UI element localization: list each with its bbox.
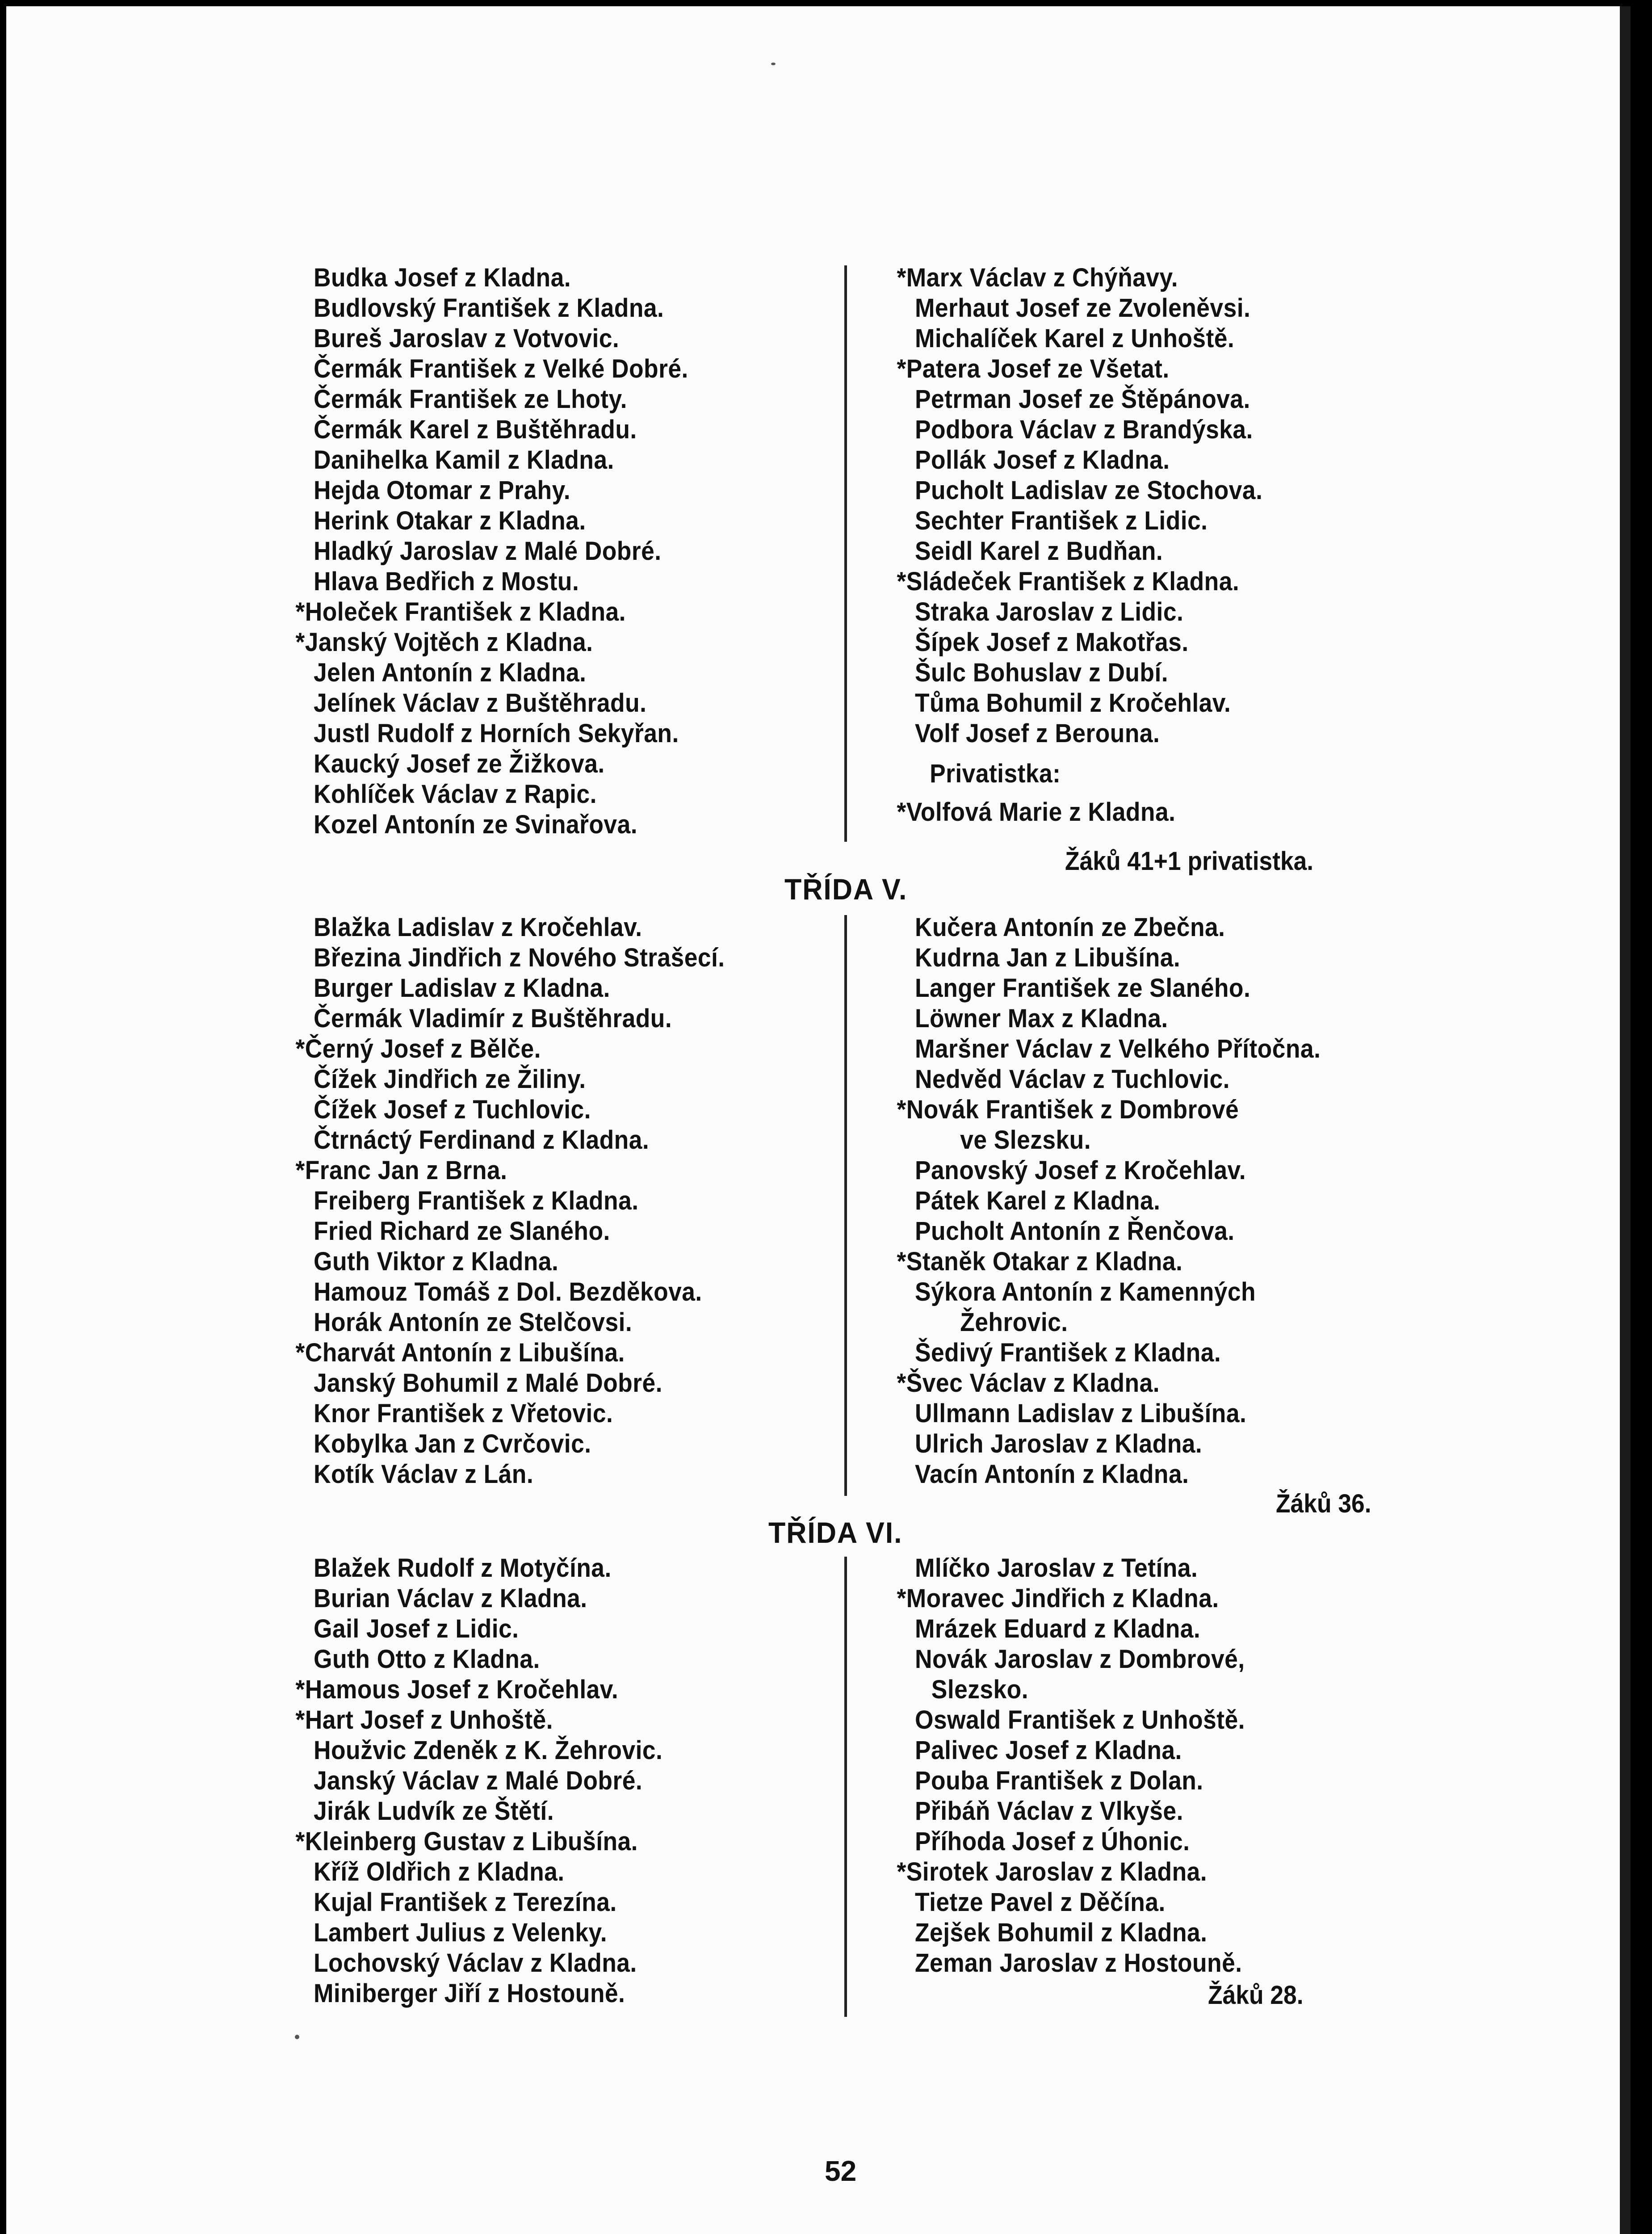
section-vi-left-list [295, 1553, 663, 2009]
list-item: Šedivý František z Kladna. [915, 1338, 1221, 1367]
document-page [6, 6, 1631, 2234]
list-item: Sechter František z Lidic. [915, 506, 1208, 535]
list-item: Čermák František z Velké Dobré. [314, 354, 688, 383]
list-item: Vacín Antonín z Kladna. [915, 1460, 1189, 1489]
list-item: Guth Otto z Kladna. [314, 1645, 540, 1674]
list-item: Sýkora Antonín z Kamenných [915, 1277, 1256, 1306]
list-item: Michalíček Karel z Unhoště. [915, 324, 1235, 353]
list-item: Lambert Julius z Velenky. [314, 1918, 608, 1947]
ink-speck [295, 2035, 299, 2039]
list-item: Burian Václav z Kladna. [314, 1584, 587, 1613]
list-item: Pouba František z Dolan. [915, 1766, 1203, 1795]
list-item: *Hamous Josef z Kročehlav. [295, 1675, 619, 1704]
list-item: Hamouz Tomáš z Dol. Bezděkova. [314, 1277, 702, 1306]
list-item: Ulrich Jaroslav z Kladna. [915, 1429, 1203, 1458]
list-item: Knor František z Vřetovic. [314, 1399, 613, 1428]
list-item: Novák Jaroslav z Dombrové, [915, 1645, 1245, 1674]
list-item: Kobylka Jan z Cvrčovic. [314, 1429, 591, 1458]
list-item: Freiberg František z Kladna. [314, 1186, 639, 1215]
list-item: Pucholt Antonín z Řenčova. [915, 1217, 1235, 1246]
list-item: Merhaut Josef ze Zvoleněvsi. [915, 294, 1251, 323]
list-item: Blažek Rudolf z Motyčína. [314, 1554, 612, 1583]
list-item: *Sládeček František z Kladna. [897, 567, 1240, 596]
section-v-left-list [295, 912, 725, 1490]
list-item: Palivec Josef z Kladna. [915, 1736, 1182, 1765]
list-item: Ullmann Ladislav z Libušína. [915, 1399, 1247, 1428]
list-item: Straka Jaroslav z Lidic. [915, 597, 1184, 626]
list-item: Mrázek Eduard z Kladna. [915, 1614, 1201, 1643]
spacer [915, 749, 1262, 759]
list-item: Kříž Oldřich z Kladna. [314, 1857, 565, 1886]
list-item: Gail Josef z Lidic. [314, 1614, 519, 1643]
list-item: Jelínek Václav z Buštěhradu. [314, 689, 647, 718]
list-item: Volf Josef z Berouna. [915, 719, 1160, 748]
list-item: Lochovský Václav z Kladna. [314, 1948, 637, 1978]
section-vi-heading: TŘÍDA VI. [768, 1516, 903, 1549]
list-item: *Kleinberg Gustav z Libušína. [295, 1827, 638, 1856]
list-item: Čížek Josef z Tuchlovic. [314, 1095, 591, 1124]
list-item: Miniberger Jiří z Hostouně. [314, 1979, 625, 2008]
list-item: Příhoda Josef z Úhonic. [915, 1827, 1190, 1856]
section-v-heading: TŘÍDA V. [784, 873, 908, 906]
list-item: Březina Jindřich z Nového Strašecí. [314, 943, 725, 972]
list-item: Kaucký Josef ze Žižkova. [314, 749, 605, 778]
list-item: Janský Václav z Malé Dobré. [314, 1766, 643, 1795]
section-iv-left-list [295, 263, 688, 840]
list-item: *Franc Jan z Brna. [295, 1156, 507, 1185]
list-item: Přibáň Václav z Vlkyše. [915, 1797, 1183, 1826]
list-item: Podbora Václav z Brandýska. [915, 415, 1253, 444]
list-item: *Švec Václav z Kladna. [897, 1369, 1160, 1398]
list-item: Nedvěd Václav z Tuchlovic. [915, 1065, 1230, 1094]
list-item: *Černý Josef z Bělče. [295, 1034, 541, 1063]
list-item: Kujal František z Terezína. [314, 1888, 617, 1917]
list-item: Löwner Max z Kladna. [915, 1004, 1168, 1033]
section-vi-total: Žáků 28. [1208, 1981, 1304, 2010]
list-item: Pátek Karel z Kladna. [915, 1186, 1161, 1215]
column-divider [844, 265, 847, 842]
list-item: Hejda Otomar z Prahy. [314, 476, 571, 505]
list-item-continuation: Slezsko. [931, 1675, 1029, 1704]
list-item: Kudrna Jan z Libušína. [915, 943, 1181, 972]
column-divider [844, 1557, 847, 2017]
list-item: Budka Josef z Kladna. [314, 263, 571, 292]
list-item: Oswald František z Unhoště. [915, 1705, 1245, 1734]
list-item: Hlava Bedřich z Mostu. [314, 567, 579, 596]
list-item: Kohlíček Václav z Rapic. [314, 780, 597, 809]
list-item: Pucholt Ladislav ze Stochova. [915, 476, 1263, 505]
list-item: Houžvic Zdeněk z K. Žehrovic. [314, 1736, 663, 1765]
section-iv-right-list [897, 263, 1263, 827]
list-item: Blažka Ladislav z Kročehlav. [314, 913, 642, 942]
list-item: *Janský Vojtěch z Kladna. [295, 628, 593, 657]
spacer [915, 789, 1262, 797]
list-item: Jelen Antonín z Kladna. [314, 658, 587, 687]
list-item: Bureš Jaroslav z Votvovic. [314, 324, 620, 353]
ink-speck [771, 63, 776, 65]
list-item: *Marx Václav z Chýňavy. [897, 263, 1178, 292]
section-v-right-list [897, 912, 1321, 1490]
privatist-label: Privatistka: [930, 759, 1061, 788]
list-item: Jirák Ludvík ze Štětí. [314, 1797, 554, 1826]
list-item: Justl Rudolf z Horních Sekyřan. [314, 719, 679, 748]
list-item: Seidl Karel z Budňan. [915, 537, 1163, 566]
list-item: Fried Richard ze Slaného. [314, 1217, 610, 1246]
list-item: Zeman Jaroslav z Hostouně. [915, 1948, 1242, 1978]
list-item: Pollák Josef z Kladna. [915, 445, 1170, 475]
list-item: Langer František ze Slaného. [915, 974, 1251, 1003]
list-item: Čtrnáctý Ferdinand z Kladna. [314, 1125, 650, 1155]
list-item: Kotík Václav z Lán. [314, 1460, 534, 1489]
list-item: *Patera Josef ze Všetat. [897, 354, 1170, 383]
list-item: Čermák Vladimír z Buštěhradu. [314, 1004, 672, 1033]
page-number: 52 [825, 2155, 857, 2187]
section-iv-total: Žáků 41+1 privatistka. [1065, 847, 1314, 876]
list-item-continuation: Žehrovic. [960, 1308, 1068, 1337]
list-item: *Sirotek Jaroslav z Kladna. [897, 1857, 1208, 1886]
list-item: Kučera Antonín ze Zbečna. [915, 913, 1225, 942]
list-item: Horák Antonín ze Stelčovsi. [314, 1308, 633, 1337]
list-item: Čermák Karel z Buštěhradu. [314, 415, 637, 444]
list-item: *Volfová Marie z Kladna. [897, 798, 1176, 827]
list-item: Zejšek Bohumil z Kladna. [915, 1918, 1208, 1947]
list-item: Čížek Jindřich ze Žiliny. [314, 1065, 586, 1094]
list-item: Janský Bohumil z Malé Dobré. [314, 1369, 662, 1398]
list-item: Čermák František ze Lhoty. [314, 385, 627, 414]
section-vi-right-list [897, 1553, 1245, 1978]
list-item: Hladký Jaroslav z Malé Dobré. [314, 537, 662, 566]
list-item: Budlovský František z Kladna. [314, 294, 664, 323]
list-item: Tietze Pavel z Děčína. [915, 1888, 1166, 1917]
list-item: Herink Otakar z Kladna. [314, 506, 586, 535]
list-item: *Moravec Jindřich z Kladna. [897, 1584, 1219, 1613]
list-item: Danihelka Kamil z Kladna. [314, 445, 614, 475]
list-item: Maršner Václav z Velkého Přítočna. [915, 1034, 1321, 1063]
list-item: Kozel Antonín ze Svinařova. [314, 810, 638, 839]
list-item: *Holeček František z Kladna. [295, 597, 626, 626]
list-item: Panovský Josef z Kročehlav. [915, 1156, 1246, 1185]
list-item: Šípek Josef z Makotřas. [915, 628, 1189, 657]
section-v-total: Žáků 36. [1276, 1489, 1371, 1518]
list-item-continuation: ve Slezsku. [960, 1125, 1091, 1155]
list-item: Burger Ladislav z Kladna. [314, 974, 610, 1003]
list-item: *Hart Josef z Unhoště. [295, 1705, 553, 1734]
list-item: Petrman Josef ze Štěpánova. [915, 385, 1250, 414]
list-item: Tůma Bohumil z Kročehlav. [915, 689, 1231, 718]
column-divider [844, 915, 847, 1496]
list-item: *Charvát Antonín z Libušína. [295, 1338, 625, 1367]
list-item: Mlíčko Jaroslav z Tetína. [915, 1554, 1198, 1583]
list-item: *Staněk Otakar z Kladna. [897, 1247, 1183, 1276]
list-item: Šulc Bohuslav z Dubí. [915, 658, 1169, 687]
list-item: Guth Viktor z Kladna. [314, 1247, 559, 1276]
list-item: *Novák František z Dombrové [897, 1095, 1239, 1124]
